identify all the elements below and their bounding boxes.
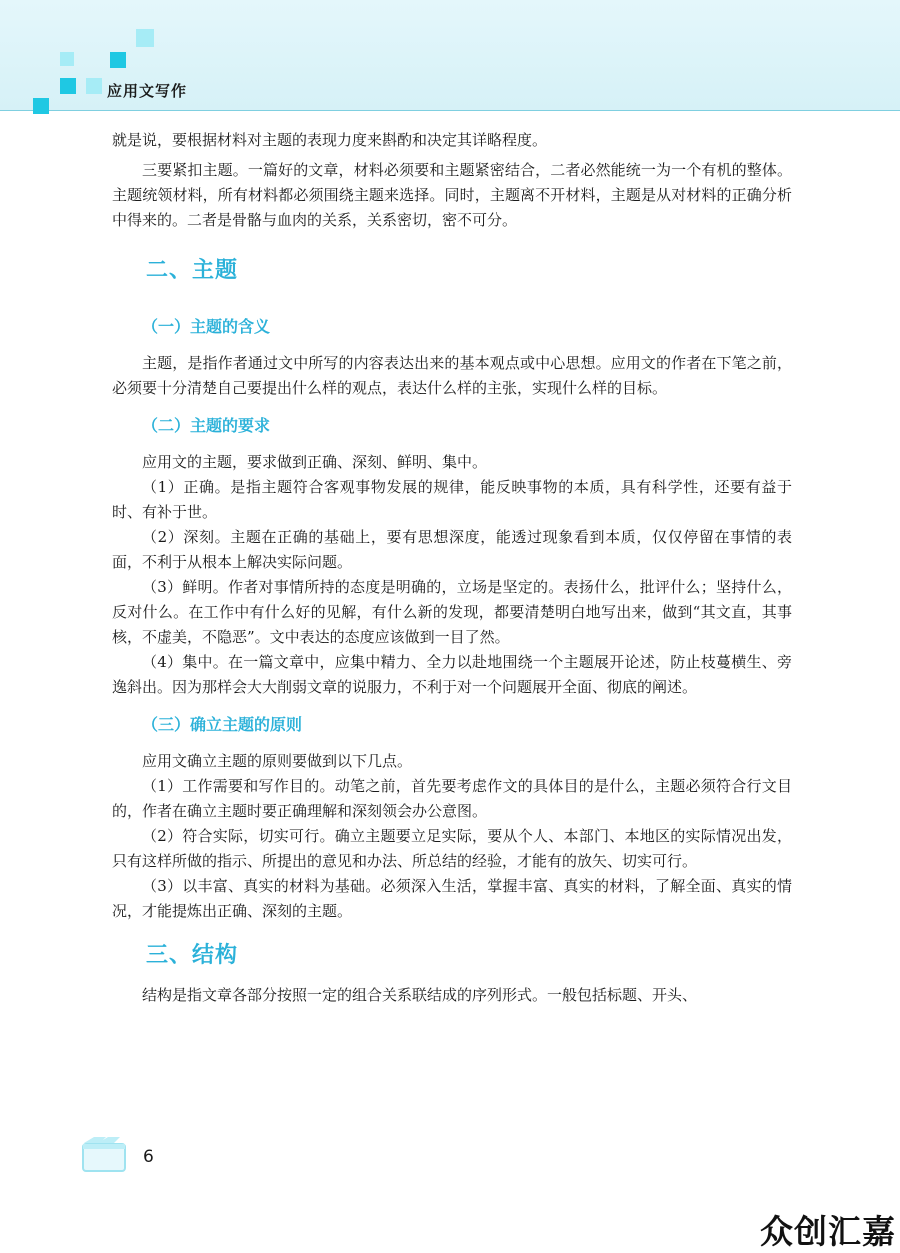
subsection-heading: （二）主题的要求 [142, 416, 271, 435]
paragraph: （3）以丰富、真实的材料为基础。必须深入生活，掌握丰富、真实的材料，了解全面、真实的情况，才能提炼出正确、深刻的主题。 [112, 877, 792, 920]
paragraph: （3）鲜明。作者对事情所持的态度是明确的，立场是坚定的。表扬什么，批评什么；坚持什么，反对什么。在工作中有什么好的见解，有什么新的发现，都要清楚明白地写出来，做到“其文直，其事核，不虚美，不隐恶”。文中表达的态度应该做到一目了然。 [112, 578, 792, 646]
paragraph: （2）符合实际，切实可行。确立主题要立足实际，要从个人、本部门、本地区的实际情况出发，只有这样所做的指示、所提出的意见和办法、所总结的经验，才能有的放矢、切实可行。 [112, 827, 792, 870]
paragraph: 主题，是指作者通过文中所写的内容表达出来的基本观点或中心思想。应用文的作者在下笔之前，必须要十分清楚自己要提出什么样的观点，表达什么样的主张，实现什么样的目标。 [112, 354, 792, 397]
watermark: 众创汇嘉 [760, 1212, 896, 1251]
folder-icon [80, 1135, 130, 1175]
page-body [112, 128, 792, 1008]
paragraph: （1）正确。是指主题符合客观事物发展的规律，能反映事物的本质，具有科学性，还要有益于时、有补于世。 [112, 478, 792, 521]
page-number: 6 [143, 1147, 154, 1167]
paragraph: （1）工作需要和写作目的。动笔之前，首先要考虑作文的具体目的是什么，主题必须符合行文目的，作者在确立主题时要正确理解和深刻领会办公意图。 [112, 777, 792, 820]
header-rule [0, 110, 900, 111]
section-heading: 三、结构 [146, 943, 239, 968]
section-heading: 二、主题 [146, 258, 239, 283]
paragraph: 就是说，要根据材料对主题的表现力度来斟酌和决定其详略程度。 [112, 131, 548, 149]
paragraph: （2）深刻。主题在正确的基础上，要有思想深度，能透过现象看到本质，仅仅停留在事情的表面，不利于从根本上解决实际问题。 [112, 528, 792, 571]
running-title: 应用文写作 [107, 82, 188, 100]
paragraph: 结构是指文章各部分按照一定的组合关系联结成的序列形式。一般包括标题、开头、 [142, 986, 698, 1004]
subsection-heading: （三）确立主题的原则 [142, 715, 303, 734]
paragraph: 三要紧扣主题。一篇好的文章，材料必须要和主题紧密结合，二者必然能统一为一个有机的整体。主题统领材料，所有材料都必须围绕主题来选择。同时，主题离不开材料，主题是从对材料的正确分析中得来的。二者是骨骼与血肉的关系，关系密切，密不可分。 [112, 161, 792, 229]
paragraph: 应用文确立主题的原则要做到以下几点。 [142, 752, 413, 770]
subsection-heading: （一）主题的含义 [142, 317, 271, 336]
paragraph: （4）集中。在一篇文章中，应集中精力、全力以赴地围绕一个主题展开论述，防止枝蔓横生、旁逸斜出。因为那样会大大削弱文章的说服力，不利于对一个问题展开全面、彻底的阐述。 [112, 653, 792, 696]
paragraph: 应用文的主题，要求做到正确、深刻、鲜明、集中。 [142, 453, 488, 471]
